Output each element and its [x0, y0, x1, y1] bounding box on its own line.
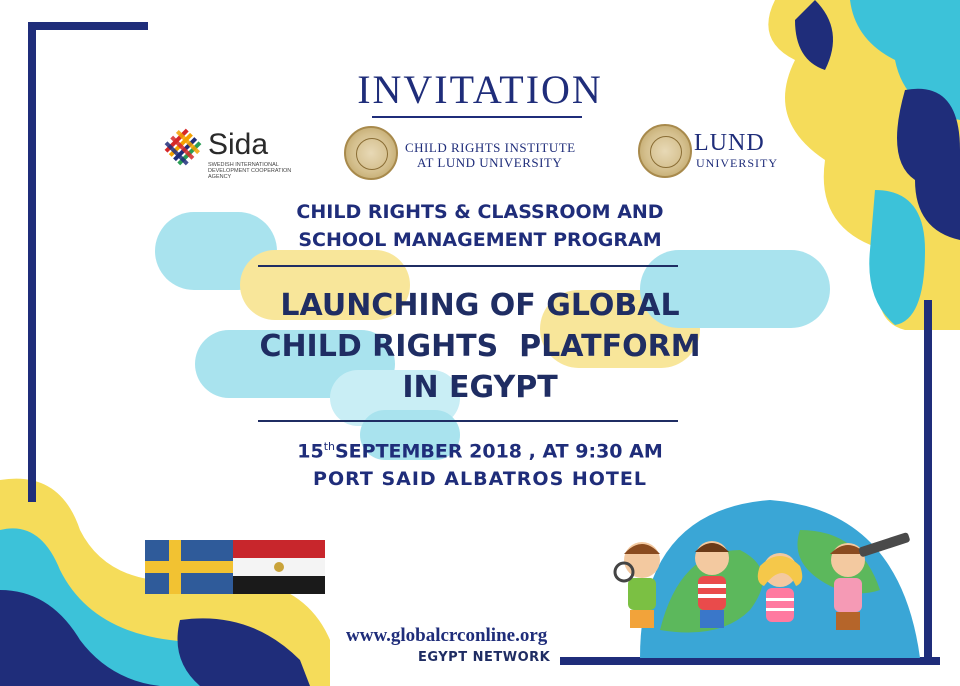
- frame-line-top: [28, 22, 148, 30]
- sweden-flag-icon: [145, 540, 237, 594]
- sida-name: Sida: [208, 128, 269, 161]
- invitation-heading: INVITATION: [357, 67, 603, 112]
- network-label: EGYPT NETWORK: [418, 650, 551, 665]
- sida-subtitle: SWEDISH INTERNATIONAL DEVELOPMENT COOPERATION AGENCY: [208, 162, 292, 180]
- program-line2: SCHOOL MANAGEMENT PROGRAM: [298, 229, 662, 251]
- event-venue: PORT SAID ALBATROS HOTEL: [313, 468, 647, 490]
- event-day-suffix: th: [323, 440, 335, 453]
- egypt-flag-icon: [233, 540, 325, 594]
- event-title-line1: LAUNCHING OF GLOBAL: [280, 288, 680, 323]
- kids-globe-illustration: [600, 490, 920, 658]
- cri-logo-text: [405, 140, 576, 170]
- program-name: [0, 198, 960, 254]
- partner-logos: [0, 122, 960, 182]
- sida-logo: [162, 126, 292, 180]
- cri-seal-icon: [344, 126, 398, 180]
- divider-top: [258, 265, 678, 267]
- cri-line1: CHILD RIGHTS INSTITUTE: [405, 140, 576, 155]
- cri-line2: AT LUND UNIVERSITY: [417, 155, 563, 170]
- event-title-line2: CHILD RIGHTS PLATFORM: [259, 329, 701, 364]
- divider-bottom: [258, 420, 678, 422]
- frame-line-bottom: [560, 657, 940, 665]
- lund-seal-icon: [638, 124, 692, 178]
- event-title: [0, 285, 960, 408]
- sida-icon: [162, 126, 204, 168]
- program-line1: CHILD RIGHTS & CLASSROOM AND: [296, 201, 664, 223]
- website-link[interactable]: www.globalcrconline.org: [346, 625, 548, 646]
- event-day: 15: [297, 440, 324, 463]
- heading-underline: [372, 116, 582, 118]
- event-title-line3: IN EGYPT: [402, 370, 558, 405]
- lund-name: LUND: [694, 130, 765, 156]
- lund-subtitle: UNIVERSITY: [696, 156, 778, 170]
- event-date: [0, 440, 960, 462]
- event-date-rest: SEPTEMBER 2018 , AT 9:30 AM: [334, 440, 663, 463]
